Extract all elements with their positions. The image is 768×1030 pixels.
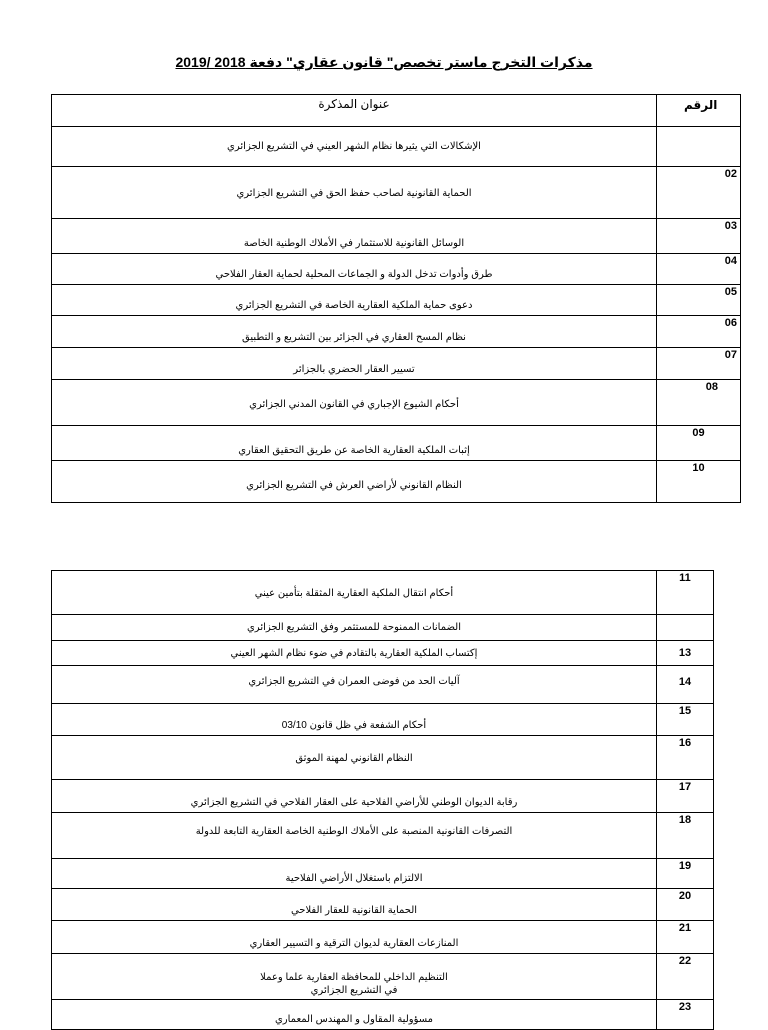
thesis-number: 05 [657, 285, 741, 316]
thesis-title-line2: في التشريع الجزائري [310, 985, 398, 996]
table-row [52, 285, 741, 316]
thesis-number: 18 [657, 813, 714, 859]
thesis-number: 10 [657, 461, 741, 503]
theses-table-1 [51, 94, 741, 503]
table-row [52, 889, 714, 921]
thesis-title: أحكام انتقال الملكية العقارية المثقلة بتأمين عيني [52, 571, 657, 615]
table-row [52, 813, 714, 859]
thesis-title: الالتزام باستغلال الأراضي الفلاحية [52, 859, 657, 889]
table-row [52, 219, 741, 254]
table-row [52, 736, 714, 780]
thesis-title: طرق وأدوات تدخل الدولة و الجماعات المحلية لحماية العقار الفلاحي [52, 254, 657, 285]
thesis-number: 04 [657, 254, 741, 285]
thesis-number: 07 [657, 348, 741, 380]
thesis-number: 21 [657, 921, 714, 954]
table-row [52, 127, 741, 167]
thesis-title: رقابة الديوان الوطني للأراضي الفلاحية على العقار الفلاحي في التشريع الجزائري [52, 780, 657, 813]
thesis-title: التصرفات القانونية المنصبة على الأملاك الوطنية الخاصة العقارية التابعة للدولة [52, 813, 657, 859]
table-row [52, 167, 741, 219]
thesis-number [657, 615, 714, 641]
table-row [52, 921, 714, 954]
thesis-title: آليات الحد من فوضى العمران في التشريع الجزائري [52, 666, 657, 704]
thesis-title: أحكام الشيوع الإجباري في القانون المدني الجزائري [52, 380, 657, 426]
theses-table-2 [51, 570, 714, 1030]
thesis-title: الحماية القانونية لصاحب حفظ الحق في التشريع الجزائري [52, 167, 657, 219]
thesis-number: 22 [657, 954, 714, 1000]
thesis-title: النظام القانوني لمهنة الموثق [52, 736, 657, 780]
thesis-title: نظام المسح العقاري في الجزائر بين التشريع و التطبيق [52, 316, 657, 348]
thesis-title: الإشكالات التي يثيرها نظام الشهر العيني في التشريع الجزائري [52, 127, 657, 167]
table-row [52, 641, 714, 666]
table-row [52, 780, 714, 813]
thesis-title-cell [52, 954, 657, 1000]
table-header-row [52, 95, 741, 127]
thesis-number: 16 [657, 736, 714, 780]
table-row [52, 316, 741, 348]
table-row [52, 426, 741, 461]
table-row [52, 571, 714, 615]
thesis-number: 15 [657, 704, 714, 736]
thesis-number: 08 [657, 380, 741, 426]
table-row [52, 954, 714, 1000]
table-row [52, 254, 741, 285]
thesis-number: 19 [657, 859, 714, 889]
thesis-number: 23 [657, 1000, 714, 1030]
header-number-column: الرقم [657, 95, 741, 127]
thesis-title: أحكام الشفعة في ظل قانون 03/10 [52, 704, 657, 736]
thesis-title: الضمانات الممنوحة للمستثمر وفق التشريع الجزائري [52, 615, 657, 641]
thesis-number: 13 [657, 641, 714, 666]
thesis-number: 03 [657, 219, 741, 254]
thesis-title: الوسائل القانونية للاستثمار في الأملاك الوطنية الخاصة [52, 219, 657, 254]
thesis-title: إثبات الملكية العقارية الخاصة عن طريق التحقيق العقاري [52, 426, 657, 461]
thesis-number: 17 [657, 780, 714, 813]
thesis-number: 20 [657, 889, 714, 921]
table-row [52, 859, 714, 889]
thesis-title: إكتساب الملكية العقارية بالتقادم في ضوء نظام الشهر العيني [52, 641, 657, 666]
thesis-title: التنظيم الداخلي للمحافظة العقارية علما وعملا [260, 972, 448, 983]
thesis-number [657, 127, 741, 167]
table-row [52, 380, 741, 426]
thesis-title: المنازعات العقارية لديوان الترقية و التسيير العقاري [52, 921, 657, 954]
thesis-number: 09 [657, 426, 741, 461]
document-title: مذكرات التخرج ماستر تخصص" قانون عقاري" دفعة 2018 /2019 [175, 54, 593, 70]
table-row [52, 704, 714, 736]
table-row [52, 666, 714, 704]
header-title-column: عنوان المذكرة [52, 95, 657, 127]
thesis-title: الحماية القانونية للعقار الفلاحي [52, 889, 657, 921]
thesis-title: دعوى حماية الملكية العقارية الخاصة في التشريع الجزائري [52, 285, 657, 316]
thesis-number: 02 [657, 167, 741, 219]
thesis-number: 06 [657, 316, 741, 348]
thesis-title: تسيير العقار الحضري بالجزائر [52, 348, 657, 380]
thesis-number: 14 [657, 666, 714, 704]
thesis-number: 11 [657, 571, 714, 615]
thesis-title: مسؤولية المقاول و المهندس المعماري [52, 1000, 657, 1030]
thesis-title: النظام القانوني لأراضي العرش في التشريع الجزائري [52, 461, 657, 503]
table-row [52, 348, 741, 380]
table-row [52, 461, 741, 503]
table-row [52, 1000, 714, 1030]
table-row [52, 615, 714, 641]
